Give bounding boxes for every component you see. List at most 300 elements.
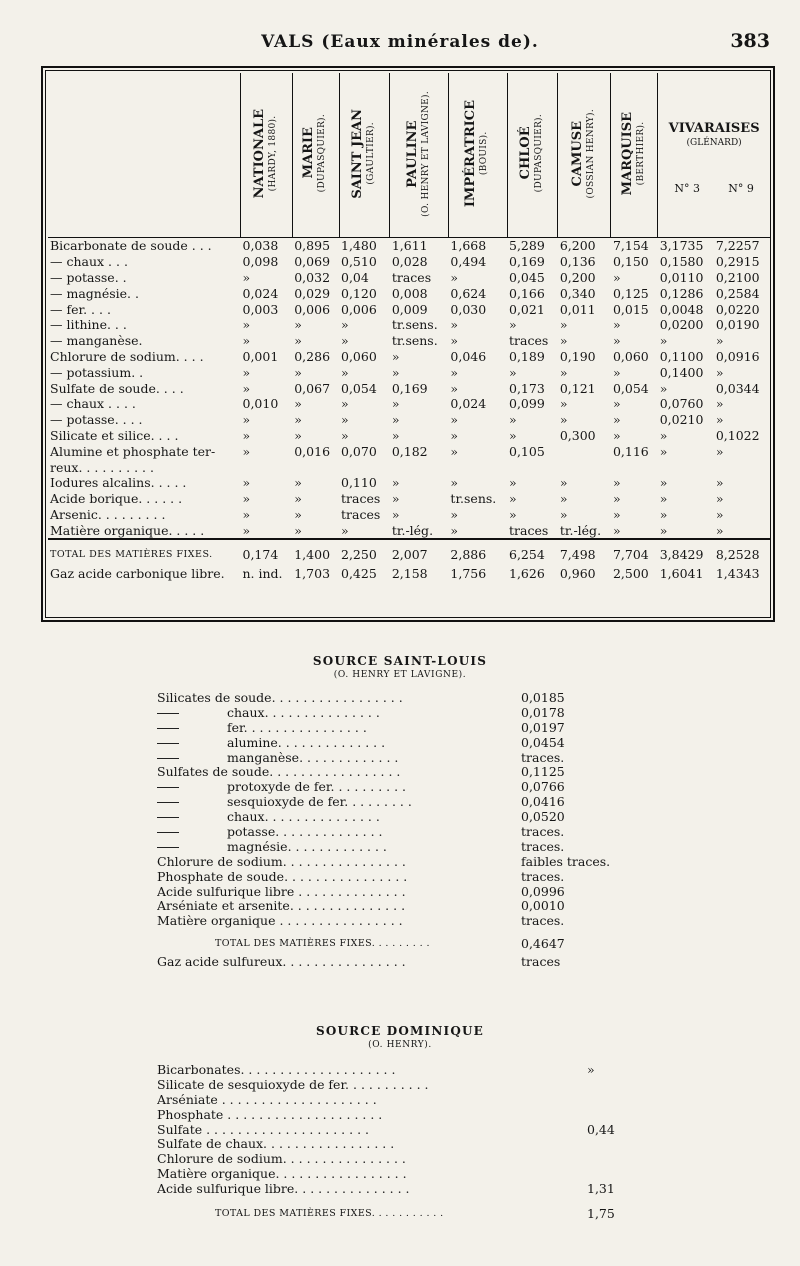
analysis-table xyxy=(48,73,770,583)
row-label: — chaux . . . xyxy=(50,254,128,270)
cell-value: 0,0190 xyxy=(715,317,760,333)
cell-value: 0,1400 xyxy=(659,364,704,380)
cell-value: 0,003 xyxy=(242,301,279,317)
item-value: 0,0454 xyxy=(521,734,565,750)
cell-value: » xyxy=(341,412,349,428)
cell-value: 0,006 xyxy=(294,301,331,317)
cell-value: 1,480 xyxy=(341,238,377,254)
vivaraises-n3: N° 3 xyxy=(674,181,700,195)
cell-value: » xyxy=(559,317,568,333)
item-label: TOTAL DES MATIÈRES FIXES. . . . . . . . . xyxy=(215,938,430,950)
column-name: IMPÉRATRICE xyxy=(463,99,479,208)
ditto-dash xyxy=(157,847,179,848)
item-value: » xyxy=(587,1062,595,1077)
cell-value: 5,289 xyxy=(509,238,545,254)
cell-value: 0,0110 xyxy=(659,269,704,285)
cell-value: 0,105 xyxy=(509,443,545,459)
cell-value: » xyxy=(509,317,517,333)
table-row xyxy=(48,539,770,564)
cell-value xyxy=(339,459,390,475)
column-header xyxy=(292,73,339,238)
cell-value: » xyxy=(242,506,251,522)
cell-value: » xyxy=(242,522,251,538)
cell-value: 7,2257 xyxy=(715,238,760,254)
cell-value: » xyxy=(715,506,724,522)
item-label: Acide sulfurique libre. . . . . . . . . . . . . . . xyxy=(157,1182,410,1197)
cell-value: 0,010 xyxy=(242,396,279,412)
cell-value: » xyxy=(450,443,459,459)
cell-value: » xyxy=(715,443,724,459)
cell-value: 0,300 xyxy=(559,427,596,443)
saint-louis-title: SOURCE SAINT-LOUIS xyxy=(312,654,488,668)
cell-value: 8,2528 xyxy=(714,539,770,564)
column-author: (DUPASQUIER). xyxy=(317,114,328,193)
page-title: VALS (Eaux minérales de). xyxy=(261,32,539,52)
cell-value: » xyxy=(391,475,400,491)
table-body xyxy=(48,238,770,584)
cell-value: » xyxy=(715,412,724,428)
row-label: — potassium. . xyxy=(50,364,144,380)
cell-value: » xyxy=(659,427,668,443)
cell-value: 0,1580 xyxy=(659,254,704,270)
total-row xyxy=(157,937,657,952)
cell-value xyxy=(292,459,339,475)
cell-value: 1,611 xyxy=(391,238,428,254)
item-value: 0,4647 xyxy=(521,936,565,952)
cell-value: 0,021 xyxy=(509,301,545,317)
cell-value: 0,032 xyxy=(294,269,331,285)
cell-value: 0,099 xyxy=(509,396,545,412)
item-label: Silicates de soude. . . . . . . . . . . . . . . . . xyxy=(157,691,403,705)
cell-value: » xyxy=(341,333,349,349)
row-label: reux. . . . . . . . . . xyxy=(50,459,154,475)
cell-value: » xyxy=(242,475,251,491)
cell-value: » xyxy=(294,427,302,443)
list-item xyxy=(157,810,657,825)
item-value xyxy=(521,1167,657,1182)
table-row xyxy=(48,380,770,396)
cell-value: » xyxy=(242,269,251,285)
cell-value: 2,158 xyxy=(391,566,428,582)
cell-value: » xyxy=(294,396,302,412)
cell-value: » xyxy=(391,506,400,522)
cell-value: 0,2100 xyxy=(715,269,760,285)
column-author: (O. HENRY ET LAVIGNE). xyxy=(420,90,431,217)
table-row xyxy=(48,475,770,491)
column-header xyxy=(390,73,449,238)
item-label: Silicate de sesquioxyde de fer. . . . . . . . . . . xyxy=(157,1077,429,1092)
column-author: (DUPASQUIER). xyxy=(533,114,544,193)
column-author: (BOUIS). xyxy=(479,131,490,176)
item-label: Chlorure de sodium. . . . . . . . . . . . . . . . xyxy=(157,854,406,869)
cell-value: traces xyxy=(509,333,549,349)
cell-value: » xyxy=(612,317,621,333)
cell-value: 6,200 xyxy=(559,238,596,254)
list-item xyxy=(157,885,657,900)
cell-value: » xyxy=(294,364,302,380)
cell-value: » xyxy=(242,364,251,380)
cell-value: » xyxy=(509,364,517,380)
item-value: 0,44 xyxy=(587,1121,615,1137)
table-row xyxy=(48,349,770,365)
table-header-row xyxy=(48,73,770,238)
cell-value: » xyxy=(509,412,517,428)
list-item xyxy=(157,855,657,870)
row-label: — potasse. . . . xyxy=(50,412,143,428)
column-name: MARQUISE xyxy=(619,111,635,196)
cell-value: » xyxy=(294,491,302,507)
cell-value: » xyxy=(242,380,251,396)
cell-value xyxy=(558,443,611,459)
item-label: Matière organique. . . . . . . . . . . . . . . . . xyxy=(157,1167,407,1182)
column-header xyxy=(507,73,558,238)
column-header xyxy=(448,73,507,238)
cell-value: » xyxy=(612,333,621,349)
cell-value: » xyxy=(559,475,568,491)
vivaraises-n9: N° 9 xyxy=(728,181,754,195)
cell-value: » xyxy=(450,522,459,538)
ditto-dash xyxy=(157,817,179,818)
item-value: 1,31 xyxy=(587,1181,615,1197)
cell-value: 0,182 xyxy=(391,443,428,459)
cell-value: » xyxy=(612,269,621,285)
cell-value: » xyxy=(391,364,400,380)
list-item xyxy=(157,691,657,706)
row-label: Gaz acide carbonique libre. xyxy=(50,566,225,582)
ditto-dash xyxy=(157,728,179,729)
item-label: Gaz acide sulfureux. . . . . . . . . . . . . . . . xyxy=(157,955,406,970)
cell-value: 0,060 xyxy=(341,348,377,364)
cell-value: » xyxy=(391,412,400,428)
cell-value: 0,169 xyxy=(509,254,545,270)
cell-value xyxy=(611,459,658,475)
cell-value: » xyxy=(294,475,302,491)
cell-value: » xyxy=(450,317,459,333)
dominique-rows xyxy=(157,1063,657,1222)
cell-value: » xyxy=(715,396,724,412)
cell-value: 0,060 xyxy=(612,348,649,364)
table-row xyxy=(48,507,770,523)
column-author: (BERTHIER). xyxy=(635,121,646,186)
row-label: — manganèse. xyxy=(50,333,143,349)
cell-value: » xyxy=(559,364,568,380)
cell-value: 1,400 xyxy=(292,539,339,564)
cell-value xyxy=(507,459,558,475)
column-author: (OSSIAN HENRY). xyxy=(585,108,596,199)
total-row xyxy=(157,1207,657,1222)
table-row xyxy=(48,285,770,301)
cell-value: 0,008 xyxy=(391,285,428,301)
cell-value: » xyxy=(391,348,400,364)
list-item xyxy=(157,765,657,780)
cell-value: 0,121 xyxy=(559,380,596,396)
cell-value: 1,626 xyxy=(509,566,545,582)
row-label: Sulfate de soude. . . . xyxy=(50,380,184,396)
column-header xyxy=(339,73,390,238)
cell-value: 0,006 xyxy=(341,301,377,317)
cell-value: » xyxy=(659,333,668,349)
cell-value: 1,4343 xyxy=(715,566,760,582)
item-label: Matière organique . . . . . . . . . . . . . . . . xyxy=(157,914,403,929)
cell-value xyxy=(714,459,770,475)
cell-value: tr.sens. xyxy=(450,491,497,507)
cell-value: 0,028 xyxy=(391,254,428,270)
cell-value xyxy=(558,459,611,475)
cell-value: 1,6041 xyxy=(659,566,704,582)
item-value: traces. xyxy=(521,868,565,884)
cell-value: 0,0200 xyxy=(659,317,704,333)
cell-value: 1,703 xyxy=(294,566,331,582)
cell-value: » xyxy=(715,491,724,507)
item-value xyxy=(521,1108,657,1123)
cell-value: 0,150 xyxy=(612,254,649,270)
cell-value: » xyxy=(659,380,668,396)
cell-value: 3,8429 xyxy=(658,539,714,564)
item-value: traces xyxy=(521,954,561,970)
table-row xyxy=(48,270,770,286)
item-label: potasse. . . . . . . . . . . . . . xyxy=(227,825,383,840)
cell-value: traces xyxy=(341,491,381,507)
item-label: Arséniate . . . . . . . . . . . . . . . . . . . . xyxy=(157,1092,377,1107)
cell-value xyxy=(658,459,714,475)
row-label: — chaux . . . . xyxy=(50,396,136,412)
cell-value: » xyxy=(509,427,517,443)
item-value: traces. xyxy=(521,749,565,765)
table-row xyxy=(48,254,770,270)
item-label: Sulfate de chaux. . . . . . . . . . . . . . . . . xyxy=(157,1137,395,1152)
cell-value: » xyxy=(509,506,517,522)
item-label: Sulfate . . . . . . . . . . . . . . . . . . . . . xyxy=(157,1122,369,1137)
list-item xyxy=(157,825,657,840)
item-label: fer. . . . . . . . . . . . . . . . xyxy=(227,720,367,735)
item-label: chaux. . . . . . . . . . . . . . . xyxy=(227,810,380,825)
table-row xyxy=(48,443,770,459)
dominique-section xyxy=(0,1024,800,1222)
cell-value: 0,190 xyxy=(559,348,596,364)
cell-value: » xyxy=(242,491,251,507)
table-row xyxy=(48,238,770,254)
cell-value: 0,116 xyxy=(612,443,649,459)
column-name: SAINT JEAN xyxy=(349,108,365,199)
row-label: Arsenic. . . . . . . . . xyxy=(50,506,166,522)
cell-value: » xyxy=(294,412,302,428)
cell-value: 7,704 xyxy=(611,539,658,564)
cell-value: 0,494 xyxy=(450,254,487,270)
item-label: Phosphate . . . . . . . . . . . . . . . . . . . . xyxy=(157,1107,383,1122)
cell-value: 0,120 xyxy=(341,285,377,301)
cell-value: 0,04 xyxy=(341,269,369,285)
vivaraises-title: VIVARAISES xyxy=(668,120,760,136)
cell-value: 0,070 xyxy=(341,443,377,459)
table-row xyxy=(48,491,770,507)
item-value: 0,0520 xyxy=(521,809,565,825)
cell-value: 0,960 xyxy=(559,566,596,582)
dominique-subtitle: (O. HENRY). xyxy=(368,1040,432,1050)
list-item xyxy=(157,1108,657,1123)
column-name: CAMUSE xyxy=(569,120,585,187)
cell-value: » xyxy=(341,427,349,443)
column-header xyxy=(611,73,658,238)
cell-value: tr.sens. xyxy=(391,333,438,349)
cell-value: 0,340 xyxy=(559,285,596,301)
cell-value: 0,001 xyxy=(242,348,279,364)
cell-value: 3,1735 xyxy=(659,238,704,254)
running-header xyxy=(0,28,800,58)
row-label: Alumine et phosphate ter- xyxy=(50,443,216,459)
item-value: 0,0197 xyxy=(521,719,565,735)
cell-value: » xyxy=(612,412,621,428)
item-value: traces. xyxy=(521,913,565,929)
row-label: Bicarbonate de soude . . . xyxy=(50,238,212,254)
column-name: NATIONALE xyxy=(251,108,267,199)
cell-value: » xyxy=(659,475,668,491)
ditto-dash xyxy=(157,832,179,833)
item-label: TOTAL DES MATIÈRES FIXES. . . . . . . . . . . xyxy=(215,1208,444,1220)
cell-value: » xyxy=(242,427,251,443)
cell-value: » xyxy=(341,522,349,538)
cell-value: » xyxy=(391,396,400,412)
row-label: Iodures alcalins. . . . . xyxy=(50,475,187,491)
cell-value: » xyxy=(659,506,668,522)
cell-value: » xyxy=(612,427,621,443)
cell-value: 0,0760 xyxy=(659,396,704,412)
table-row xyxy=(48,317,770,333)
table-row xyxy=(48,459,770,475)
cell-value: » xyxy=(612,522,621,538)
cell-value: 0,069 xyxy=(294,254,331,270)
cell-value xyxy=(448,459,507,475)
column-name: PAULINE xyxy=(404,119,420,188)
item-value xyxy=(521,1078,657,1093)
list-item xyxy=(157,1167,657,1182)
cell-value: » xyxy=(450,380,459,396)
cell-value: 0,1100 xyxy=(659,348,704,364)
list-item xyxy=(157,751,657,766)
cell-value: 0,624 xyxy=(450,285,487,301)
item-value xyxy=(521,1093,657,1108)
table-row xyxy=(48,412,770,428)
vivaraises-header xyxy=(658,73,770,238)
item-label: protoxyde de fer. . . . . . . . . . xyxy=(227,780,407,795)
cell-value: 0,189 xyxy=(509,348,545,364)
cell-value: 6,254 xyxy=(507,539,558,564)
cell-value: 7,154 xyxy=(612,238,649,254)
cell-value: » xyxy=(242,443,251,459)
cell-value: traces xyxy=(509,522,549,538)
item-label: Phosphate de soude. . . . . . . . . . . . . . . . xyxy=(157,869,408,884)
cell-value: 0,030 xyxy=(450,301,487,317)
gaz-row xyxy=(157,955,657,970)
cell-value: » xyxy=(450,475,459,491)
list-item xyxy=(157,914,657,929)
cell-value: » xyxy=(450,506,459,522)
cell-value: 0,015 xyxy=(612,301,649,317)
cell-value: » xyxy=(509,475,517,491)
item-label: Chlorure de sodium. . . . . . . . . . . . . . . . xyxy=(157,1152,406,1167)
cell-value: » xyxy=(450,364,459,380)
ditto-dash xyxy=(157,743,179,744)
cell-value: 0,067 xyxy=(294,380,331,396)
item-value xyxy=(521,1137,657,1152)
cell-value: 0,1286 xyxy=(659,285,704,301)
item-value: 0,0416 xyxy=(521,794,565,810)
cell-value: 7,498 xyxy=(558,539,611,564)
cell-value: traces xyxy=(391,269,432,285)
cell-value: » xyxy=(242,412,251,428)
cell-value: 0,024 xyxy=(242,285,279,301)
row-label: — magnésie. . xyxy=(50,285,139,301)
cell-value: » xyxy=(242,333,251,349)
cell-value: 0,895 xyxy=(294,238,331,254)
list-item xyxy=(157,870,657,885)
item-value: faibles traces. xyxy=(521,853,611,869)
cell-value: 0,200 xyxy=(559,269,596,285)
ditto-dash xyxy=(157,787,179,788)
item-label: manganèse. . . . . . . . . . . . . xyxy=(227,750,399,765)
ditto-dash xyxy=(157,802,179,803)
table-row xyxy=(48,364,770,380)
list-item xyxy=(157,706,657,721)
cell-value xyxy=(390,459,449,475)
list-item xyxy=(157,1152,657,1167)
cell-value: 0,0220 xyxy=(715,301,760,317)
cell-value: 0,0344 xyxy=(715,380,760,396)
row-label: Chlorure de sodium. . . . xyxy=(50,348,204,364)
cell-value: 1,756 xyxy=(450,566,487,582)
item-value: traces. xyxy=(521,838,565,854)
cell-value: » xyxy=(612,475,621,491)
table-row xyxy=(48,522,770,539)
cell-value: » xyxy=(450,333,459,349)
cell-value: » xyxy=(612,364,621,380)
item-label: alumine. . . . . . . . . . . . . . xyxy=(227,735,386,750)
cell-value: 0,174 xyxy=(241,539,293,564)
cell-value: 2,886 xyxy=(448,539,507,564)
cell-value: 2,007 xyxy=(390,539,449,564)
column-name: MARIE xyxy=(301,127,317,180)
cell-value: tr.sens. xyxy=(391,317,438,333)
dominique-title: SOURCE DOMINIQUE xyxy=(315,1024,485,1038)
list-item xyxy=(157,1078,657,1093)
list-item xyxy=(157,1123,657,1138)
header-blank xyxy=(48,73,241,238)
cell-value: » xyxy=(294,317,302,333)
list-item xyxy=(157,795,657,810)
cell-value: 0,029 xyxy=(294,285,331,301)
cell-value: » xyxy=(715,364,724,380)
cell-value: » xyxy=(450,412,459,428)
cell-value: » xyxy=(659,522,668,538)
cell-value: » xyxy=(715,333,724,349)
item-value: traces. xyxy=(521,824,565,840)
cell-value: » xyxy=(509,491,517,507)
item-label: Acide sulfurique libre . . . . . . . . . . . . . . xyxy=(157,884,406,899)
item-value: 0,0996 xyxy=(521,883,565,899)
cell-value: » xyxy=(559,506,568,522)
saint-louis-subtitle: (O. HENRY ET LAVIGNE). xyxy=(333,670,467,680)
item-label: sesquioxyde de fer. . . . . . . . . xyxy=(227,795,412,810)
cell-value: » xyxy=(391,427,400,443)
cell-value: 0,046 xyxy=(450,348,487,364)
column-name: CHLOÉ xyxy=(517,127,533,181)
cell-value: 0,2584 xyxy=(715,285,760,301)
cell-value: traces xyxy=(341,506,381,522)
item-value xyxy=(521,1152,657,1167)
cell-value: » xyxy=(450,427,459,443)
ditto-dash xyxy=(157,758,179,759)
cell-value: 1,668 xyxy=(450,238,487,254)
row-label: — lithine. . . xyxy=(50,317,127,333)
